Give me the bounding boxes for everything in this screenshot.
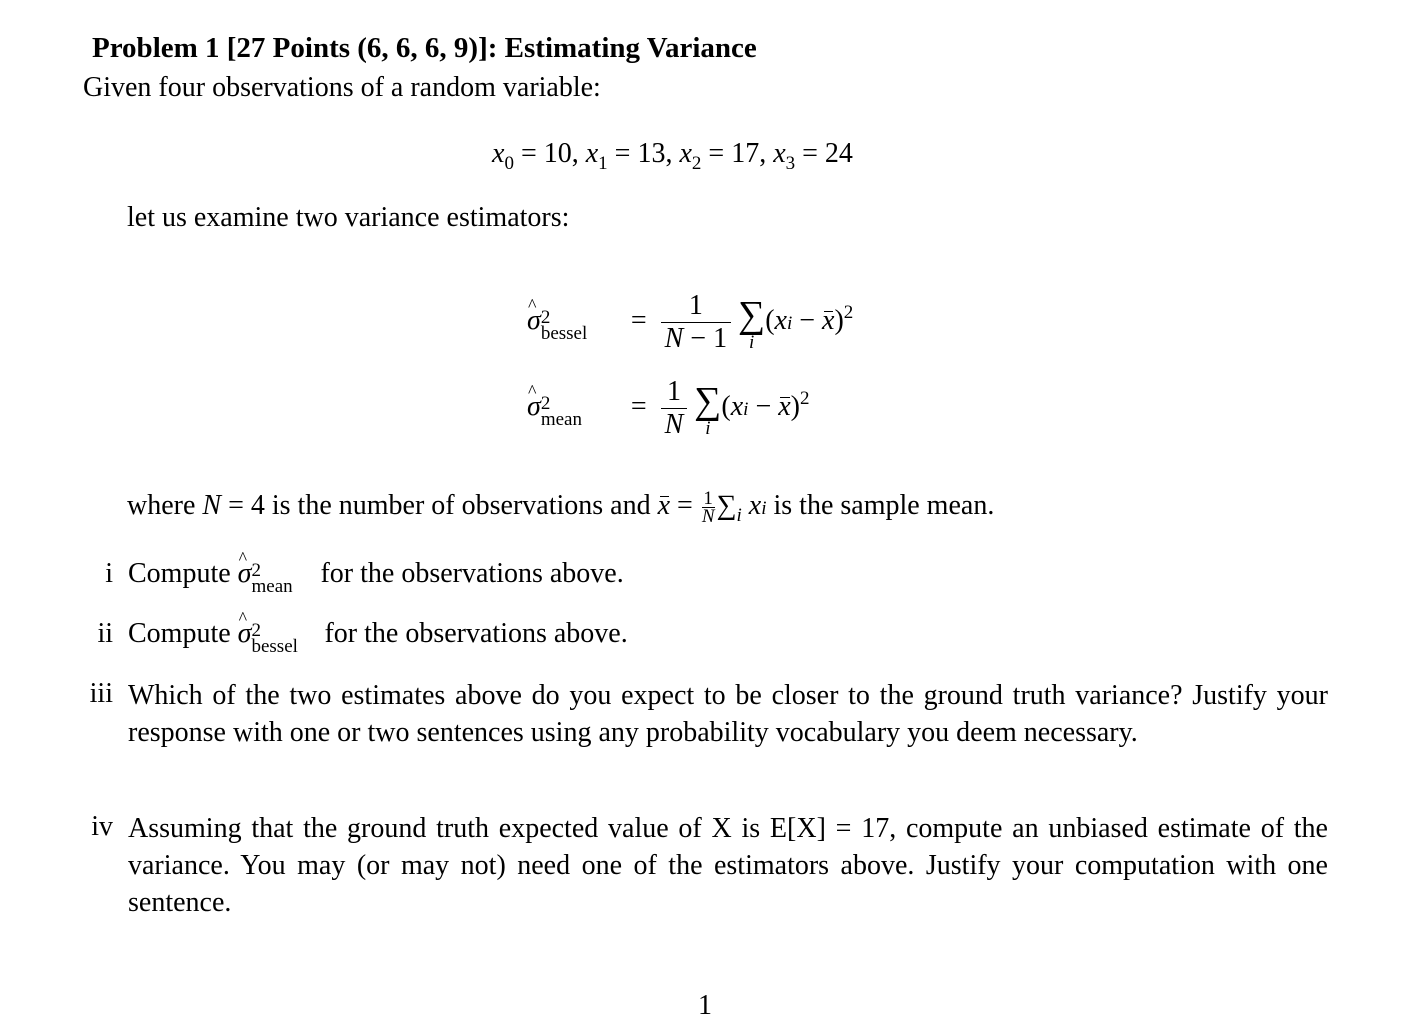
observations-equation: $x_0 = 10$, $x_1 = 13$, $x_2 = 17$, $x_3 = 24$ <box>492 138 853 174</box>
problem-intro: Given four observations of a random variable: <box>83 72 601 103</box>
item-iii-label: iii <box>89 678 113 709</box>
item-i-text: Compute ^ σ 2 mean for the observations above. <box>128 558 624 590</box>
item-ii-label: ii <box>97 618 113 649</box>
examine-text: let us examine two variance estimators: <box>127 202 570 233</box>
bessel-estimator-equation: ^ σ 2 bessel = $\frac{1}{N - 1}$ ∑ i (xi − x)$^2$ <box>527 290 853 355</box>
item-iv-text: Assuming that the ground truth expected value of X is E[X] = 17, compute an unbiased estimate of the variance. You may (or may not) need one of the estimators above. Justify your computation with one sentence. <box>128 813 1328 918</box>
item-iii-text: Which of the two estimates above do you expect to be closer to the ground truth variance? Justify your response with one or two sentences using any probability vocabulary you deem necessary. <box>128 680 1328 748</box>
where-definition: where N = 4 is the number of observations and $x = \frac{1}{N}$ $\sum_i$ xi is the sample mean. <box>127 488 995 528</box>
item-ii-text: Compute ^ σ 2 bessel for the observations above. <box>128 618 628 650</box>
item-i-label: i <box>105 558 113 589</box>
page-number: 1 <box>698 990 712 1021</box>
problem-title: Problem 1 [27 Points (6, 6, 6, 9)]: Estimating Variance <box>92 32 757 64</box>
mean-estimator-equation: ^ σ 2 mean = $\frac{1}{N}$ ∑ i (xi − x)$^2$ <box>527 376 810 441</box>
item-iv-label: iv <box>91 811 113 842</box>
